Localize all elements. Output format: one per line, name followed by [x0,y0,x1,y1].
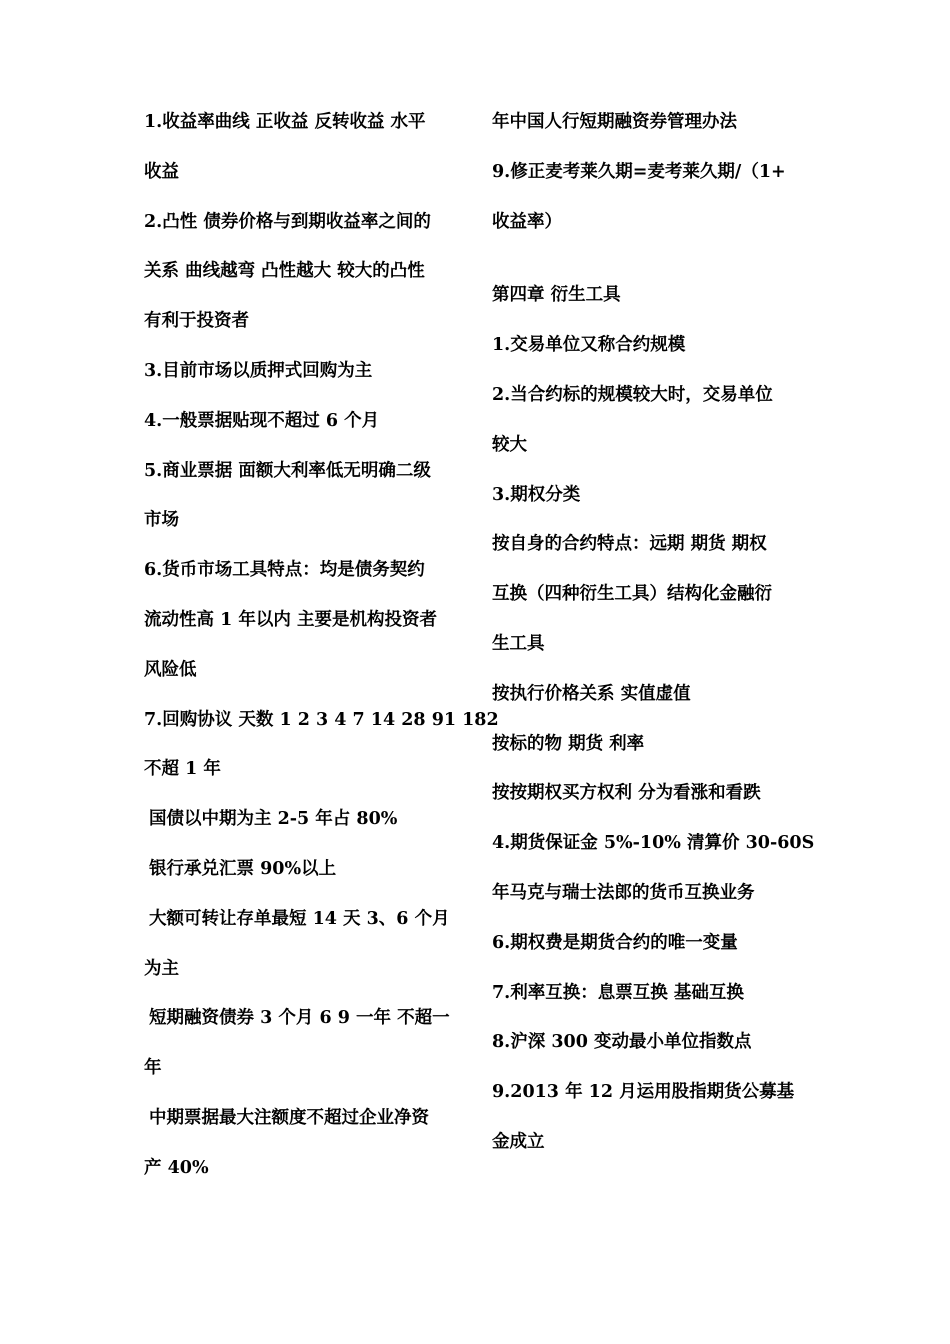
text-line: 按标的物 期货 利率 [492,733,645,754]
text-line: 短期融资债券 3 个月 6 9 一年 不超一 [149,1008,450,1029]
text-line: 9.2013 年 12 月运用股指期货公募基 [492,1082,795,1103]
text-line: 不超 1 年 [144,759,221,780]
right-text-column [492,98,822,1168]
text-line: 生工具 [492,633,545,654]
text-line: 1.收益率曲线 正收益 反转收益 水平 [144,112,426,132]
text-line: 为主 [144,958,179,979]
text-line: 中期票据最大注额度不超过企业净资 [149,1107,429,1128]
text-line: 7.回购协议 天数 1 2 3 4 7 14 28 91 182 [144,709,499,730]
text-line: 3.目前市场以质押式回购为主 [144,360,373,381]
text-line: 银行承兑汇票 90%以上 [149,858,337,879]
left-text-column [144,98,499,1194]
text-line: 4.一般票据贴现不超过 6 个月 [144,410,380,431]
text-line: 较大 [492,434,527,455]
text-line: 按执行价格关系 实值虚值 [492,683,691,704]
text-line: 5.商业票据 面额大利率低无明确二级 [144,460,431,481]
text-line: 互换（四种衍生工具）结构化金融衍 [492,584,772,605]
text-line: 金成立 [492,1131,545,1152]
text-line: 年 [144,1058,162,1079]
text-line: 年中国人行短期融资券管理办法 [492,112,737,132]
text-line: 6.期权费是期货合约的唯一变量 [492,932,738,953]
text-line: 收益 [144,161,179,182]
text-line: 7.利率互换：息票互换 基础互换 [492,982,744,1003]
text-line: 年马克与瑞士法郎的货币互换业务 [492,882,755,903]
text-line: 4.期货保证金 5%-10% 清算价 30-60S [492,833,815,854]
text-line: 流动性高 1 年以内 主要是机构投资者 [144,609,437,630]
paragraph-gap [492,247,822,271]
text-line: 1.交易单位又称合约规模 [492,335,686,356]
text-line: 有利于投资者 [144,311,249,332]
text-line: 关系 曲线越弯 凸性越大 较大的凸性 [144,261,425,282]
text-line: 大额可转让存单最短 14 天 3、6 个月 [149,908,450,929]
text-line: 6.货币市场工具特点：均是债务契约 [144,560,425,581]
text-line: 8.沪深 300 变动最小单位指数点 [492,1032,752,1053]
text-line: 收益率） [492,211,562,232]
text-line: 市场 [144,510,179,531]
text-line: 风险低 [144,659,197,680]
text-line: 按自身的合约特点：远期 期货 期权 [492,534,767,555]
text-line: 2.当合约标的规模较大时，交易单位 [492,384,773,405]
text-line: 产 40% [144,1157,209,1178]
text-line: 2.凸性 债券价格与到期收益率之间的 [144,211,431,232]
chapter-heading: 第四章 衍生工具 [492,285,621,306]
text-line: 9.修正麦考莱久期=麦考莱久期/（1+ [492,161,786,182]
text-line: 3.期权分类 [492,484,581,505]
text-line: 按按期权买方权利 分为看涨和看跌 [492,783,761,804]
text-line: 国债以中期为主 2-5 年占 80% [149,809,398,830]
